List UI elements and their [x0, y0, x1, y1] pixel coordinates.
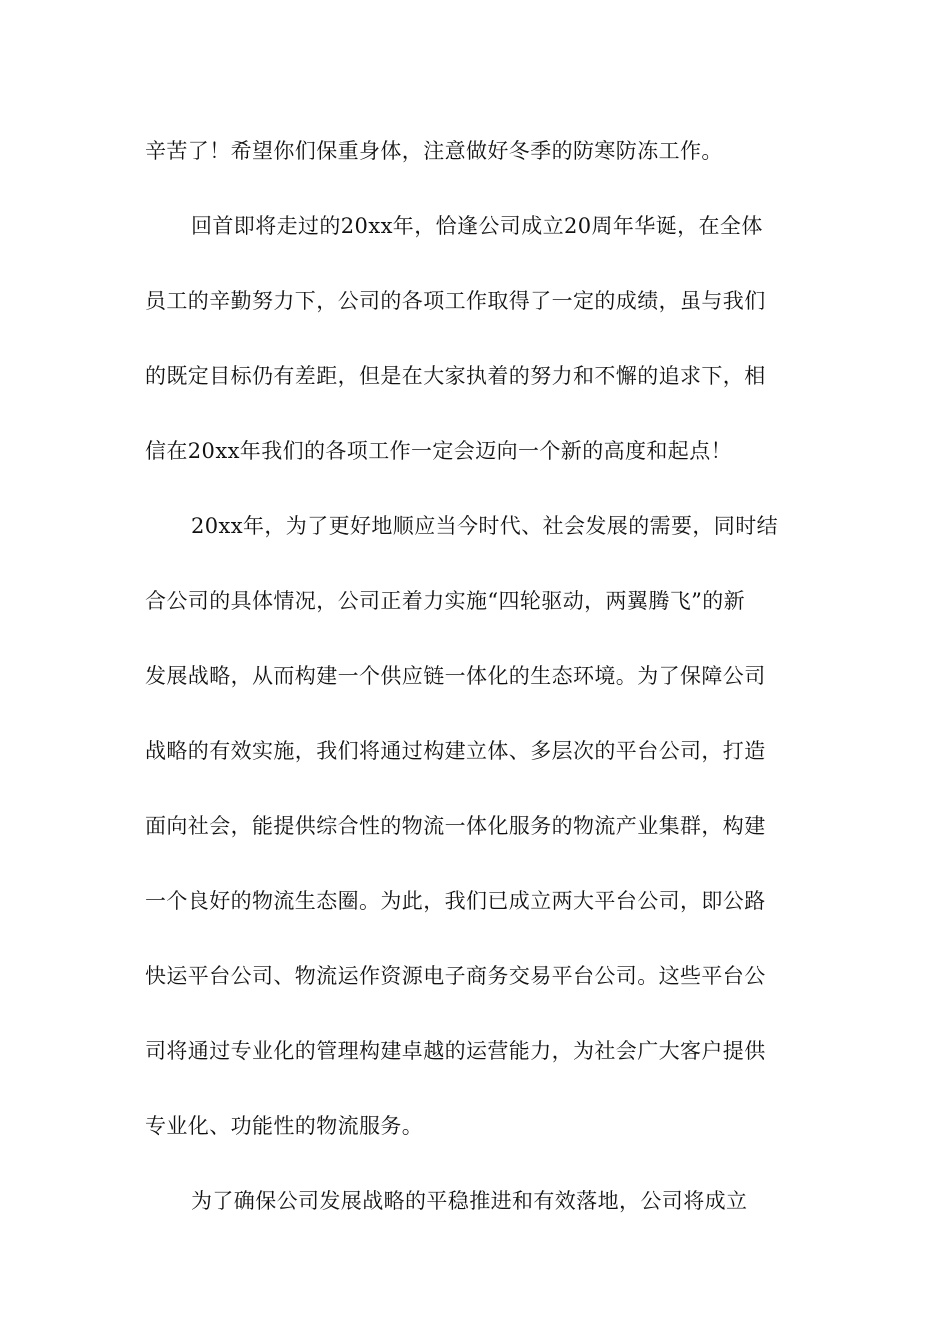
text-line: 员工的辛勤努力下，公司的各项工作取得了一定的成绩，虽与我们 — [145, 289, 766, 313]
text-line: 专业化、功能性的物流服务。 — [145, 1114, 424, 1138]
text-line: 面向社会，能提供综合性的物流一体化服务的物流产业集群，构建 — [145, 814, 766, 838]
text-line: 信在20xx年我们的各项工作一定会迈向一个新的高度和起点！ — [145, 439, 733, 463]
text-line: 辛苦了！希望你们保重身体，注意做好冬季的防寒防冻工作。 — [145, 139, 723, 163]
text-line: 快运平台公司、物流运作资源电子商务交易平台公司。这些平台公 — [145, 964, 766, 988]
paragraph-start-line: 为了确保公司发展战略的平稳推进和有效落地，公司将成立 — [191, 1189, 748, 1213]
paragraph-start-line: 回首即将走过的20xx年，恰逢公司成立20周年华诞，在全体 — [191, 214, 763, 238]
text-line: 合公司的具体情况，公司正着力实施“四轮驱动，两翼腾飞”的新 — [145, 589, 746, 613]
text-line: 的既定目标仍有差距，但是在大家执着的努力和不懈的追求下，相 — [145, 364, 766, 388]
text-line: 一个良好的物流生态圈。为此，我们已成立两大平台公司，即公路 — [145, 889, 766, 913]
paragraph-start-line: 20xx年，为了更好地顺应当今时代、社会发展的需要，同时结 — [191, 514, 779, 538]
text-line: 战略的有效实施，我们将通过构建立体、多层次的平台公司，打造 — [145, 739, 766, 763]
text-line: 司将通过专业化的管理构建卓越的运营能力，为社会广大客户提供 — [145, 1039, 766, 1063]
text-line: 发展战略，从而构建一个供应链一体化的生态环境。为了保障公司 — [145, 664, 766, 688]
